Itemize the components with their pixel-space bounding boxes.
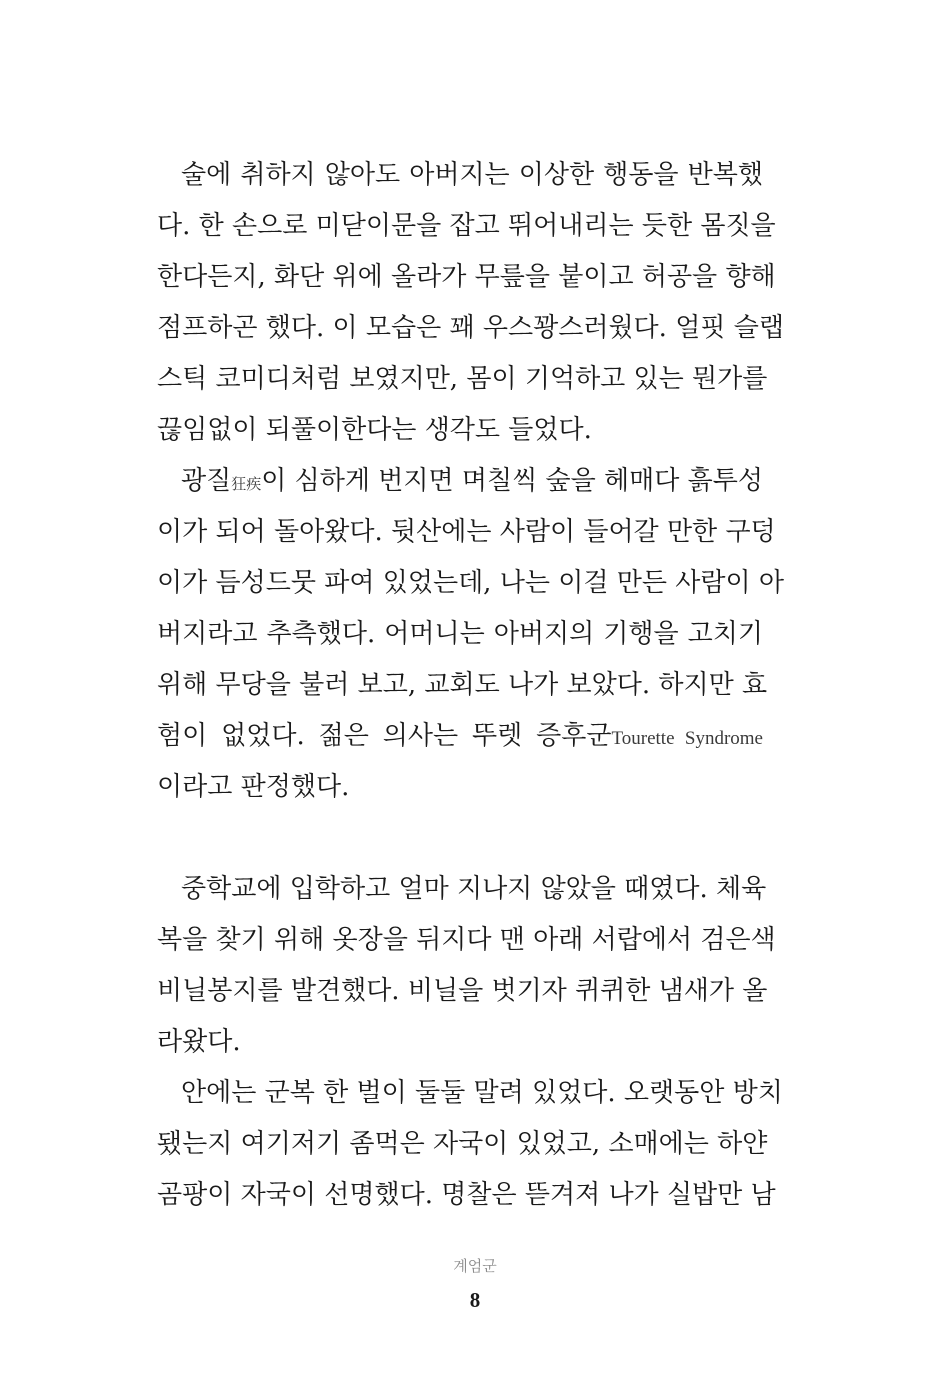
text-run: 광질 <box>181 466 232 496</box>
text-line <box>157 456 763 507</box>
text-line: 이가 듬성드뭇 파여 있었는데, 나는 이걸 만든 사람이 아 <box>157 568 784 598</box>
text-run: 험이 없었다. 젊은 의사는 뚜렛 증후군 <box>157 721 612 751</box>
text-line: 안에는 군복 한 벌이 둘둘 말려 있었다. 오랫동안 방치 <box>181 1078 783 1108</box>
text-line: 버지라고 추측했다. 어머니는 아버지의 기행을 고치기 <box>157 619 763 649</box>
text-line: 곰팡이 자국이 선명했다. 명찰은 뜯겨져 나가 실밥만 남 <box>157 1180 776 1210</box>
text-line: 다. 한 손으로 미닫이문을 잡고 뛰어내리는 듯한 몸짓을 <box>157 211 776 241</box>
text-line: 라왔다. <box>157 1027 241 1057</box>
text-line: 비닐봉지를 발견했다. 비닐을 벗기자 퀴퀴한 냄새가 올 <box>157 976 768 1006</box>
text-line: 됐는지 여기저기 좀먹은 자국이 있었고, 소매에는 하얀 <box>157 1129 768 1159</box>
body-text <box>157 150 784 1221</box>
text-line: 중학교에 입학하고 얼마 지나지 않았을 때였다. 체육 <box>181 874 767 904</box>
page-number: 8 <box>469 1288 481 1312</box>
text-line: 복을 찾기 위해 옷장을 뒤지다 맨 아래 서랍에서 검은색 <box>157 925 776 955</box>
text-line: 한다든지, 화단 위에 올라가 무릎을 붙이고 허공을 향해 <box>157 262 776 292</box>
text-line: 술에 취하지 않아도 아버지는 이상한 행동을 반복했 <box>181 160 763 190</box>
text-run: 이 심하게 번지면 며칠씩 숲을 헤매다 흙투성 <box>261 466 763 496</box>
text-line: 이라고 판정했다. <box>157 772 350 802</box>
section-break <box>157 813 763 864</box>
text-line: 점프하곤 했다. 이 모습은 꽤 우스꽝스러웠다. 얼핏 슬랩 <box>157 313 784 343</box>
text-line: 이가 되어 돌아왔다. 뒷산에는 사람이 들어갈 만한 구덩 <box>157 517 776 547</box>
running-title: 계엄군 <box>453 1257 497 1275</box>
hanja-annotation: 狂疾 <box>231 475 262 493</box>
text-line: 끊임없이 되풀이한다는 생각도 들었다. <box>157 415 592 445</box>
text-line <box>157 711 763 762</box>
latin-annotation: Tourette Syndrome <box>611 728 763 749</box>
text-line: 위해 무당을 불러 보고, 교회도 나가 보았다. 하지만 효 <box>157 670 768 700</box>
text-line: 스틱 코미디처럼 보였지만, 몸이 기억하고 있는 뭔가를 <box>157 364 768 394</box>
